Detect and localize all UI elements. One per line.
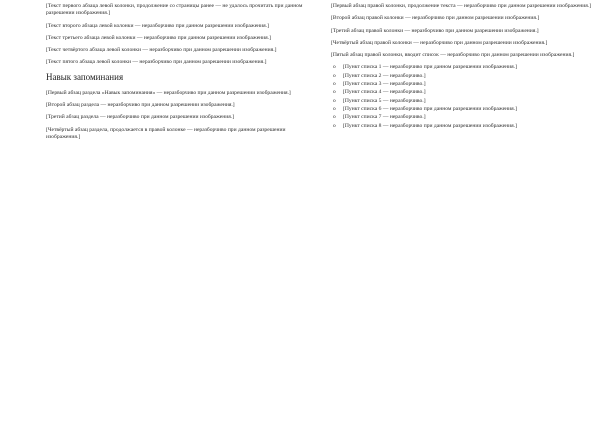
section-heading: Навык запоминания	[46, 71, 124, 82]
paragraph: [Текст пятого абзаца левой колонки — неразборчиво при данном разрешении изображения.]	[46, 59, 267, 66]
list-item: o [Пункт списка 4 — неразборчиво.]	[343, 89, 593, 96]
paragraph: [Первый абзац правой колонки, продолжение текста — неразборчиво при данном разрешении изображения.]	[331, 3, 592, 9]
paragraph: [Текст третьего абзаца левой колонки — неразборчиво при данном разрешении изображения.]	[46, 34, 271, 41]
paragraph: [Текст четвёртого абзаца левой колонки — неразборчиво при данном разрешении изображения.]	[46, 47, 277, 54]
list-item: o [Пункт списка 8 — неразборчиво при данном разрешении изображения.]	[343, 123, 593, 130]
paragraph: [Четвёртый абзац правой колонки — неразборчиво при данном разрешении изображения.]	[331, 39, 548, 46]
list-item: o [Пункт списка 3 — неразборчиво.]	[343, 81, 593, 88]
list-item: o [Пункт списка 7 — неразборчиво.]	[343, 114, 593, 121]
list-item: o [Пункт списка 1 — неразборчиво при данном разрешении изображения.]	[343, 64, 593, 71]
paragraph: [Третий абзац раздела — неразборчиво при данном разрешении изображения.]	[46, 114, 235, 121]
paragraph: [Текст первого абзаца левой колонки, продолжение со страницы ранее — не удалось прочитать при данном разрешении изображения.]	[46, 3, 303, 17]
left-column	[46, 3, 308, 146]
bullet-list	[331, 64, 593, 129]
paragraph: [Второй абзац правой колонки — неразборчиво при данном разрешении изображения.]	[331, 15, 540, 22]
paragraph: [Второй абзац раздела — неразборчиво при данном разрешении изображения.]	[46, 102, 235, 109]
list-item: o [Пункт списка 2 — неразборчиво.]	[343, 73, 593, 80]
list-item: o [Пункт списка 5 — неразборчиво.]	[343, 98, 593, 105]
paragraph: [Текст второго абзаца левой колонки — неразборчиво при данном разрешении изображения.]	[46, 22, 269, 29]
paragraph: [Третий абзац правой колонки — неразборчиво при данном разрешении изображения.]	[331, 27, 539, 34]
paragraph: [Пятый абзац правой колонки, вводит список — неразборчиво при данном разрешении изображения.]	[331, 52, 575, 59]
paragraph: [Первый абзац раздела «Навык запоминания» — неразборчиво при данном разрешении изображения.]	[46, 89, 291, 96]
right-column	[331, 3, 593, 131]
paragraph: [Четвёртый абзац раздела, продолжается в правой колонке — неразборчиво при данном разрешении изображения.]	[46, 126, 286, 140]
list-item: o [Пункт списка 6 — неразборчиво при данном разрешении изображения.]	[343, 106, 593, 113]
